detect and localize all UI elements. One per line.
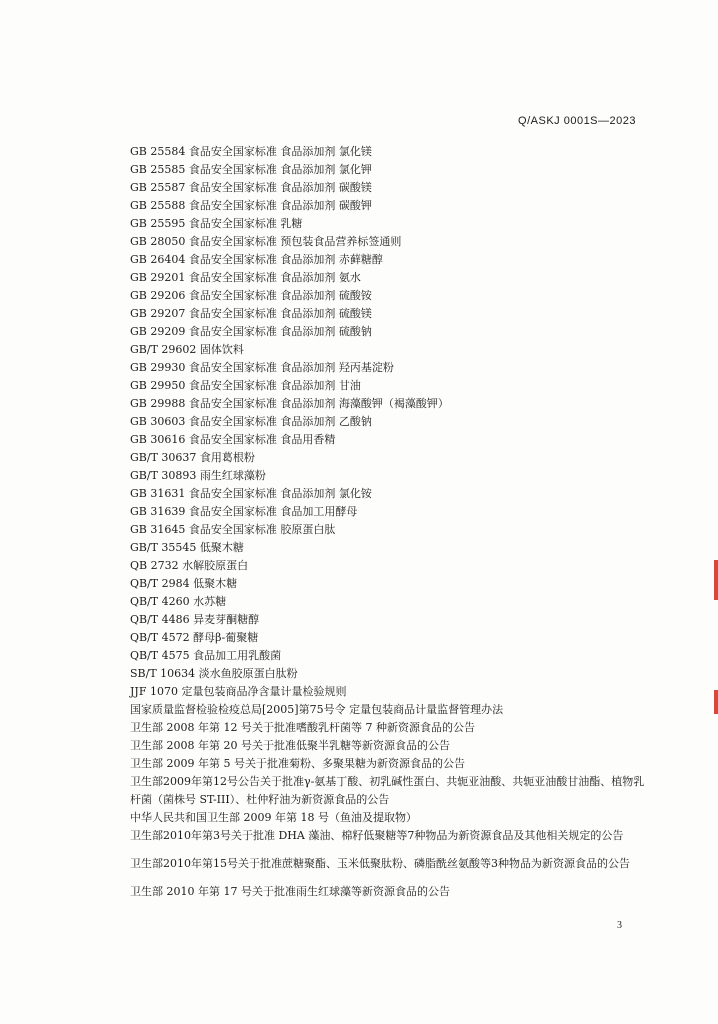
reference-item: GB/T 35545 低聚木糖	[130, 541, 244, 554]
reference-item: GB 31631 食品安全国家标准 食品添加剂 氯化铵	[130, 487, 372, 500]
reference-item: GB 29207 食品安全国家标准 食品添加剂 硫酸镁	[130, 307, 372, 320]
reference-item: 卫生部2009年第12号公告关于批准γ-氨基丁酸、初乳碱性蛋白、共轭亚油酸、共轭亚油酸甘油酯、植物乳杆菌（菌株号 ST-III）、杜仲籽油为新资源食品的公告	[130, 775, 645, 806]
reference-item: GB 28050 食品安全国家标准 预包装食品营养标签通则	[130, 235, 402, 248]
reference-item: GB/T 30637 食用葛根粉	[130, 451, 255, 464]
reference-item: GB 31645 食品安全国家标准 胶原蛋白肽	[130, 523, 336, 536]
reference-item: QB/T 4260 水苏糖	[130, 595, 227, 608]
reference-item: JJF 1070 定量包装商品净含量计量检验规则	[130, 685, 347, 698]
reference-item: 卫生部2010年第15号关于批准蔗糖聚酯、玉米低聚肽粉、磷脂酰丝氨酸等3种物品为新资源食品的公告	[130, 857, 630, 870]
reference-item: GB 31639 食品安全国家标准 食品加工用酵母	[130, 505, 358, 518]
reference-item: GB 25585 食品安全国家标准 食品添加剂 氯化钾	[130, 163, 372, 176]
reference-item: 卫生部 2008 年第 20 号关于批准低聚半乳糖等新资源食品的公告	[130, 739, 450, 752]
reference-item: GB 29209 食品安全国家标准 食品添加剂 硫酸钠	[130, 325, 372, 338]
reference-item: GB 29930 食品安全国家标准 食品添加剂 羟丙基淀粉	[130, 361, 394, 374]
reference-item: GB 29206 食品安全国家标准 食品添加剂 硫酸铵	[130, 289, 372, 302]
reference-item: SB/T 10634 淡水鱼胶原蛋白肽粉	[130, 667, 298, 680]
document-code: Q/ASKJ 0001S—2023	[518, 115, 636, 127]
reference-item: QB/T 2984 低聚木糖	[130, 577, 238, 590]
reference-list	[0, 143, 718, 901]
reference-item: GB 25588 食品安全国家标准 食品添加剂 碳酸钾	[130, 199, 372, 212]
reference-item: GB 25595 食品安全国家标准 乳糖	[130, 217, 303, 230]
reference-item: GB 25587 食品安全国家标准 食品添加剂 碳酸镁	[130, 181, 372, 194]
reference-item: 国家质量监督检验检疫总局[2005]第75号令 定量包装商品计量监督管理办法	[130, 703, 504, 716]
reference-item: GB 29201 食品安全国家标准 食品添加剂 氨水	[130, 271, 361, 284]
reference-item: GB 30603 食品安全国家标准 食品添加剂 乙酸钠	[130, 415, 372, 428]
reference-item: 卫生部 2010 年第 17 号关于批准雨生红球藻等新资源食品的公告	[130, 885, 450, 898]
reference-item: GB 29950 食品安全国家标准 食品添加剂 甘油	[130, 379, 361, 392]
reference-item: 卫生部 2009 年第 5 号关于批准菊粉、多聚果糖为新资源食品的公告	[130, 757, 465, 770]
reference-item: GB 25584 食品安全国家标准 食品添加剂 氯化镁	[130, 145, 372, 158]
reference-item: QB 2732 水解胶原蛋白	[130, 559, 249, 572]
binding-mark	[714, 690, 718, 714]
reference-item: 中华人民共和国卫生部 2009 年第 18 号（鱼油及提取物）	[130, 811, 417, 824]
reference-item: QB/T 4575 食品加工用乳酸菌	[130, 649, 282, 662]
reference-item: 卫生部2010年第3号关于批准 DHA 藻油、棉籽低聚糖等7种物品为新资源食品及其他相关规定的公告	[130, 829, 624, 842]
reference-item: 卫生部 2008 年第 12 号关于批准嗜酸乳杆菌等 7 种新资源食品的公告	[130, 721, 475, 734]
reference-item: QB/T 4486 异麦芽酮糖醇	[130, 613, 260, 626]
binding-mark	[714, 560, 718, 600]
reference-item: GB 30616 食品安全国家标准 食品用香精	[130, 433, 336, 446]
reference-item: GB/T 30893 雨生红球藻粉	[130, 469, 266, 482]
reference-item: GB 26404 食品安全国家标准 食品添加剂 赤藓糖醇	[130, 253, 383, 266]
reference-item: GB 29988 食品安全国家标准 食品添加剂 海藻酸钾（褐藻酸钾）	[130, 397, 449, 410]
reference-item: GB/T 29602 固体饮料	[130, 343, 244, 356]
page-number: 3	[617, 920, 622, 931]
reference-item: QB/T 4572 酵母β-葡聚糖	[130, 631, 259, 644]
